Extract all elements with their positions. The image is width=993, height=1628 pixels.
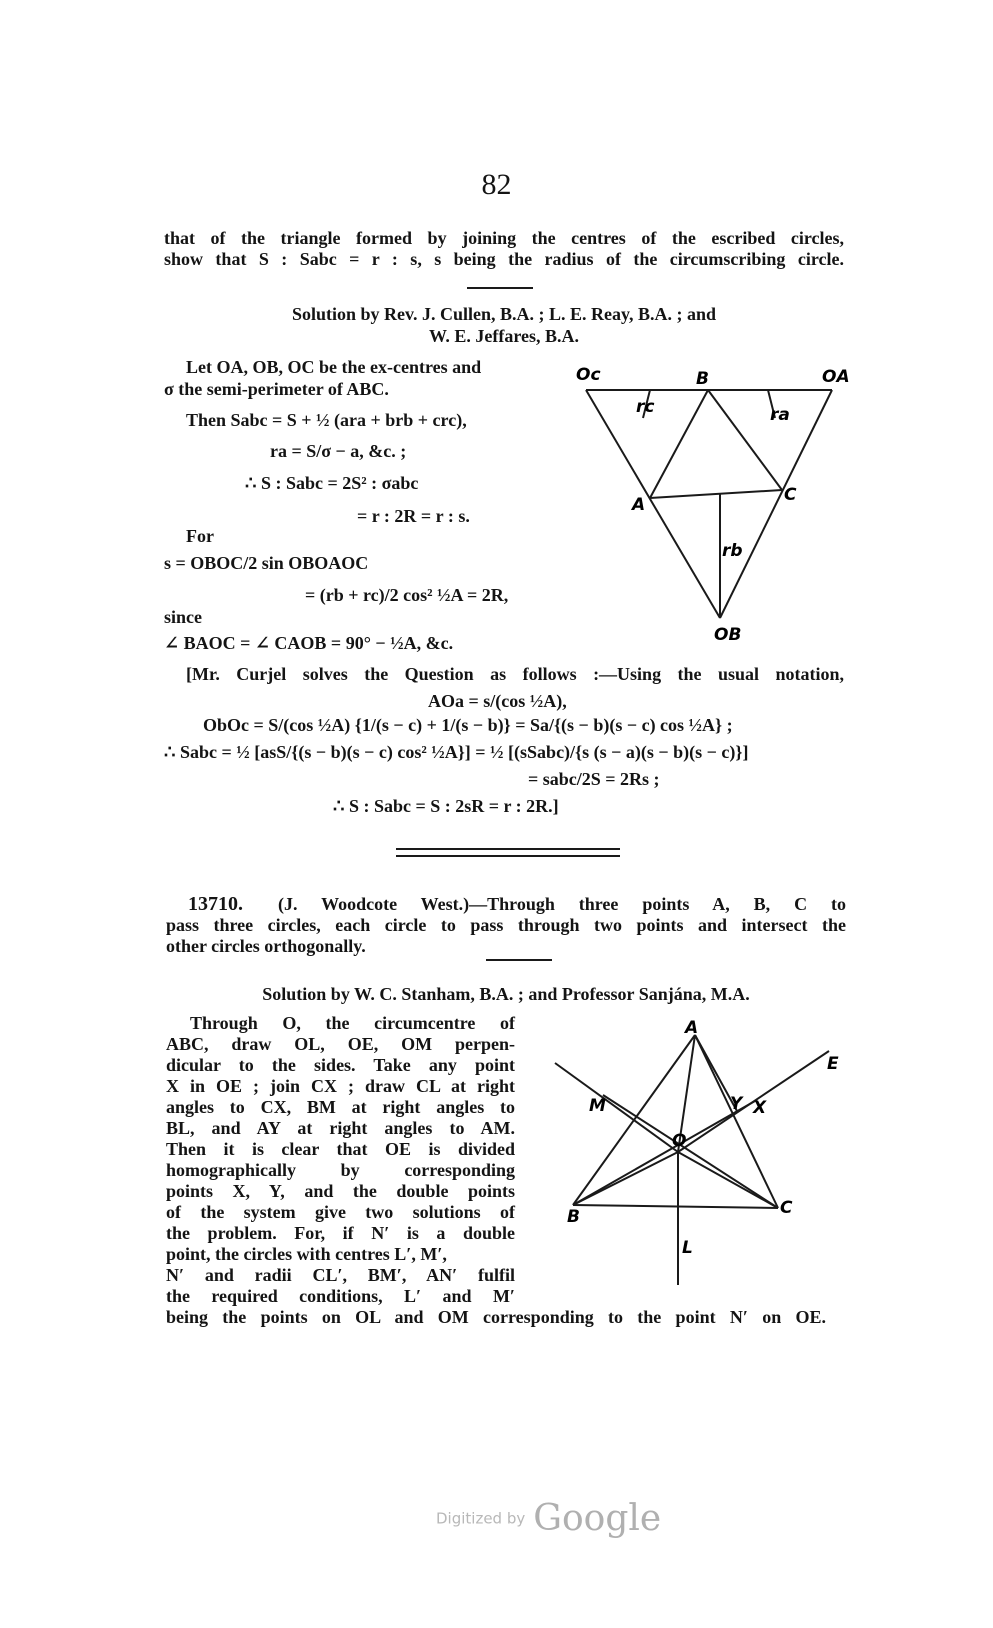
solution-1-line: ∠ BAOC = ∠ CAOB = 90° − ½A, &c. xyxy=(164,633,454,653)
line-oc xyxy=(678,1152,778,1208)
solution-2-line: of the system give two solutions of xyxy=(166,1202,515,1222)
figure-label-oc: Oc xyxy=(576,365,601,385)
solution-1-line: For xyxy=(186,526,214,546)
figure-label-l: L xyxy=(682,1238,693,1258)
solution-2-line: points X, Y, and the double points xyxy=(166,1181,515,1201)
curjel-line: ObOc = S/(cos ½A) {1/(s − c) + 1/(s − b)} = Sa/{(s − b)(s − c) cos ½A} ; xyxy=(203,715,733,735)
solution-2-line: angles to CX, BM at right angles to xyxy=(166,1097,515,1117)
curjel-line: = sabc/2S = 2Rs ; xyxy=(528,769,660,789)
solution-2-heading: Solution by W. C. Stanham, B.A. ; and Professor Sanjána, M.A. xyxy=(262,984,750,1004)
figure-label-e: E xyxy=(827,1054,839,1074)
solution-2-line: Through O, the circumcentre of xyxy=(190,1013,515,1033)
solution-1-line: σ the semi-perimeter of ABC. xyxy=(164,379,389,399)
solution-1-line: Then Sabc = S + ½ (ara + brb + crc), xyxy=(186,410,467,430)
figure-label-m: M xyxy=(589,1096,606,1116)
figure-label-rc: rc xyxy=(636,397,655,417)
problem-number: 13710. xyxy=(188,893,243,915)
solution-2-last-line: being the points on OL and OM corresponding to the point N′ on OE. xyxy=(166,1307,826,1327)
solution-1-line: ∴ S : Sabc = 2S² : σabc xyxy=(245,473,419,493)
figure-label-a: A xyxy=(632,495,646,515)
section-rule-short-2 xyxy=(486,959,552,961)
curjel-line: ∴ S : Sabc = S : 2sR = r : 2R.] xyxy=(333,796,559,816)
figure-label-ra: ra xyxy=(770,405,790,425)
figure-label-c: C xyxy=(780,1198,793,1218)
figure-label-rb: rb xyxy=(722,541,743,561)
watermark-brand: Google xyxy=(533,1498,662,1539)
figure-label-x: X xyxy=(753,1098,767,1118)
double-rule-bottom xyxy=(396,855,620,857)
solution-1-line: s = OBOC/2 sin OBOAOC xyxy=(164,553,369,573)
curjel-line: [Mr. Curjel solves the Question as follows :—Using the usual notation, xyxy=(186,664,844,684)
problem-line-1: (J. Woodcote West.)—Through three points A, B, C to xyxy=(278,894,846,914)
figure-label-y: Y xyxy=(730,1094,743,1114)
solution-2-line: the problem. For, if N′ is a double xyxy=(166,1223,515,1243)
figure-label-b: B xyxy=(696,369,709,389)
solution-2-line: BL, and AY at right angles to AM. xyxy=(166,1118,515,1138)
solution-1-line: Let OA, OB, OC be the ex-centres and xyxy=(186,357,482,377)
line-oc-ob xyxy=(586,390,720,618)
solution-1-line: = r : 2R = r : s. xyxy=(357,506,470,526)
line-om xyxy=(555,1063,678,1152)
excentral-triangle-figure xyxy=(570,360,850,650)
problem-line-3: other circles orthogonally. xyxy=(166,936,366,956)
solution-1-heading-line-1: Solution by Rev. J. Cullen, B.A. ; L. E. Reay, B.A. ; and xyxy=(291,304,717,324)
solution-2-line: the required conditions, L′ and M′ xyxy=(166,1286,515,1306)
figure-label-o: O xyxy=(672,1131,687,1151)
figure-label-a: A xyxy=(685,1018,699,1038)
curjel-line: ∴ Sabc = ½ [asS/{(s − b)(s − c) cos² ½A}] = ½ [(sSabc)/{s (s − a)(s − b)(s − c)}] xyxy=(164,742,749,762)
solution-1-line: ra = S/σ − a, &c. ; xyxy=(270,441,407,461)
solution-2-line: dicular to the sides. Take any point xyxy=(166,1055,515,1075)
figure-label-ob: OB xyxy=(714,625,742,645)
solution-2-line: X in OE ; join CX ; draw CL at right xyxy=(166,1076,515,1096)
figure-label-c: C xyxy=(784,485,797,505)
intro-line-2: show that S : Sabc = r : s, s being the radius of the circumscribing circle. xyxy=(164,249,844,269)
figure-label-oa: OA xyxy=(822,367,850,387)
triangle-side-ab xyxy=(650,390,708,498)
double-rule-top xyxy=(396,848,620,850)
solution-2-line: point, the circles with centres L′, M′, xyxy=(166,1244,447,1264)
solution-2-line: Then it is clear that OE is divided xyxy=(166,1139,515,1159)
page-number: 82 xyxy=(481,168,512,201)
watermark-prefix: Digitized by xyxy=(436,1509,526,1528)
google-watermark xyxy=(436,1498,661,1539)
solution-1-line: since xyxy=(164,607,202,627)
intro-line-1: that of the triangle formed by joining the centres of the escribed circles, xyxy=(164,228,844,248)
solution-2-line: N′ and radii CL′, BM′, AN′ fulfil xyxy=(166,1265,515,1285)
solution-1-heading-line-2: W. E. Jeffares, B.A. xyxy=(429,326,579,346)
problem-line-2: pass three circles, each circle to pass through two points and intersect the xyxy=(166,915,846,935)
curjel-line: AOa = s/(cos ½A), xyxy=(428,691,567,711)
triangle-side-ac xyxy=(650,490,782,498)
circumcentre-figure xyxy=(545,1015,850,1295)
solution-1-line: = (rb + rc)/2 cos² ½A = 2R, xyxy=(305,585,509,605)
triangle-side-bc xyxy=(573,1205,778,1208)
solution-2-line: homographically by corresponding xyxy=(166,1160,515,1180)
solution-2-line: ABC, draw OL, OE, OM perpen- xyxy=(166,1034,515,1054)
line-bx xyxy=(573,1101,755,1205)
section-rule-short xyxy=(467,287,533,289)
figure-label-b: B xyxy=(567,1207,580,1227)
